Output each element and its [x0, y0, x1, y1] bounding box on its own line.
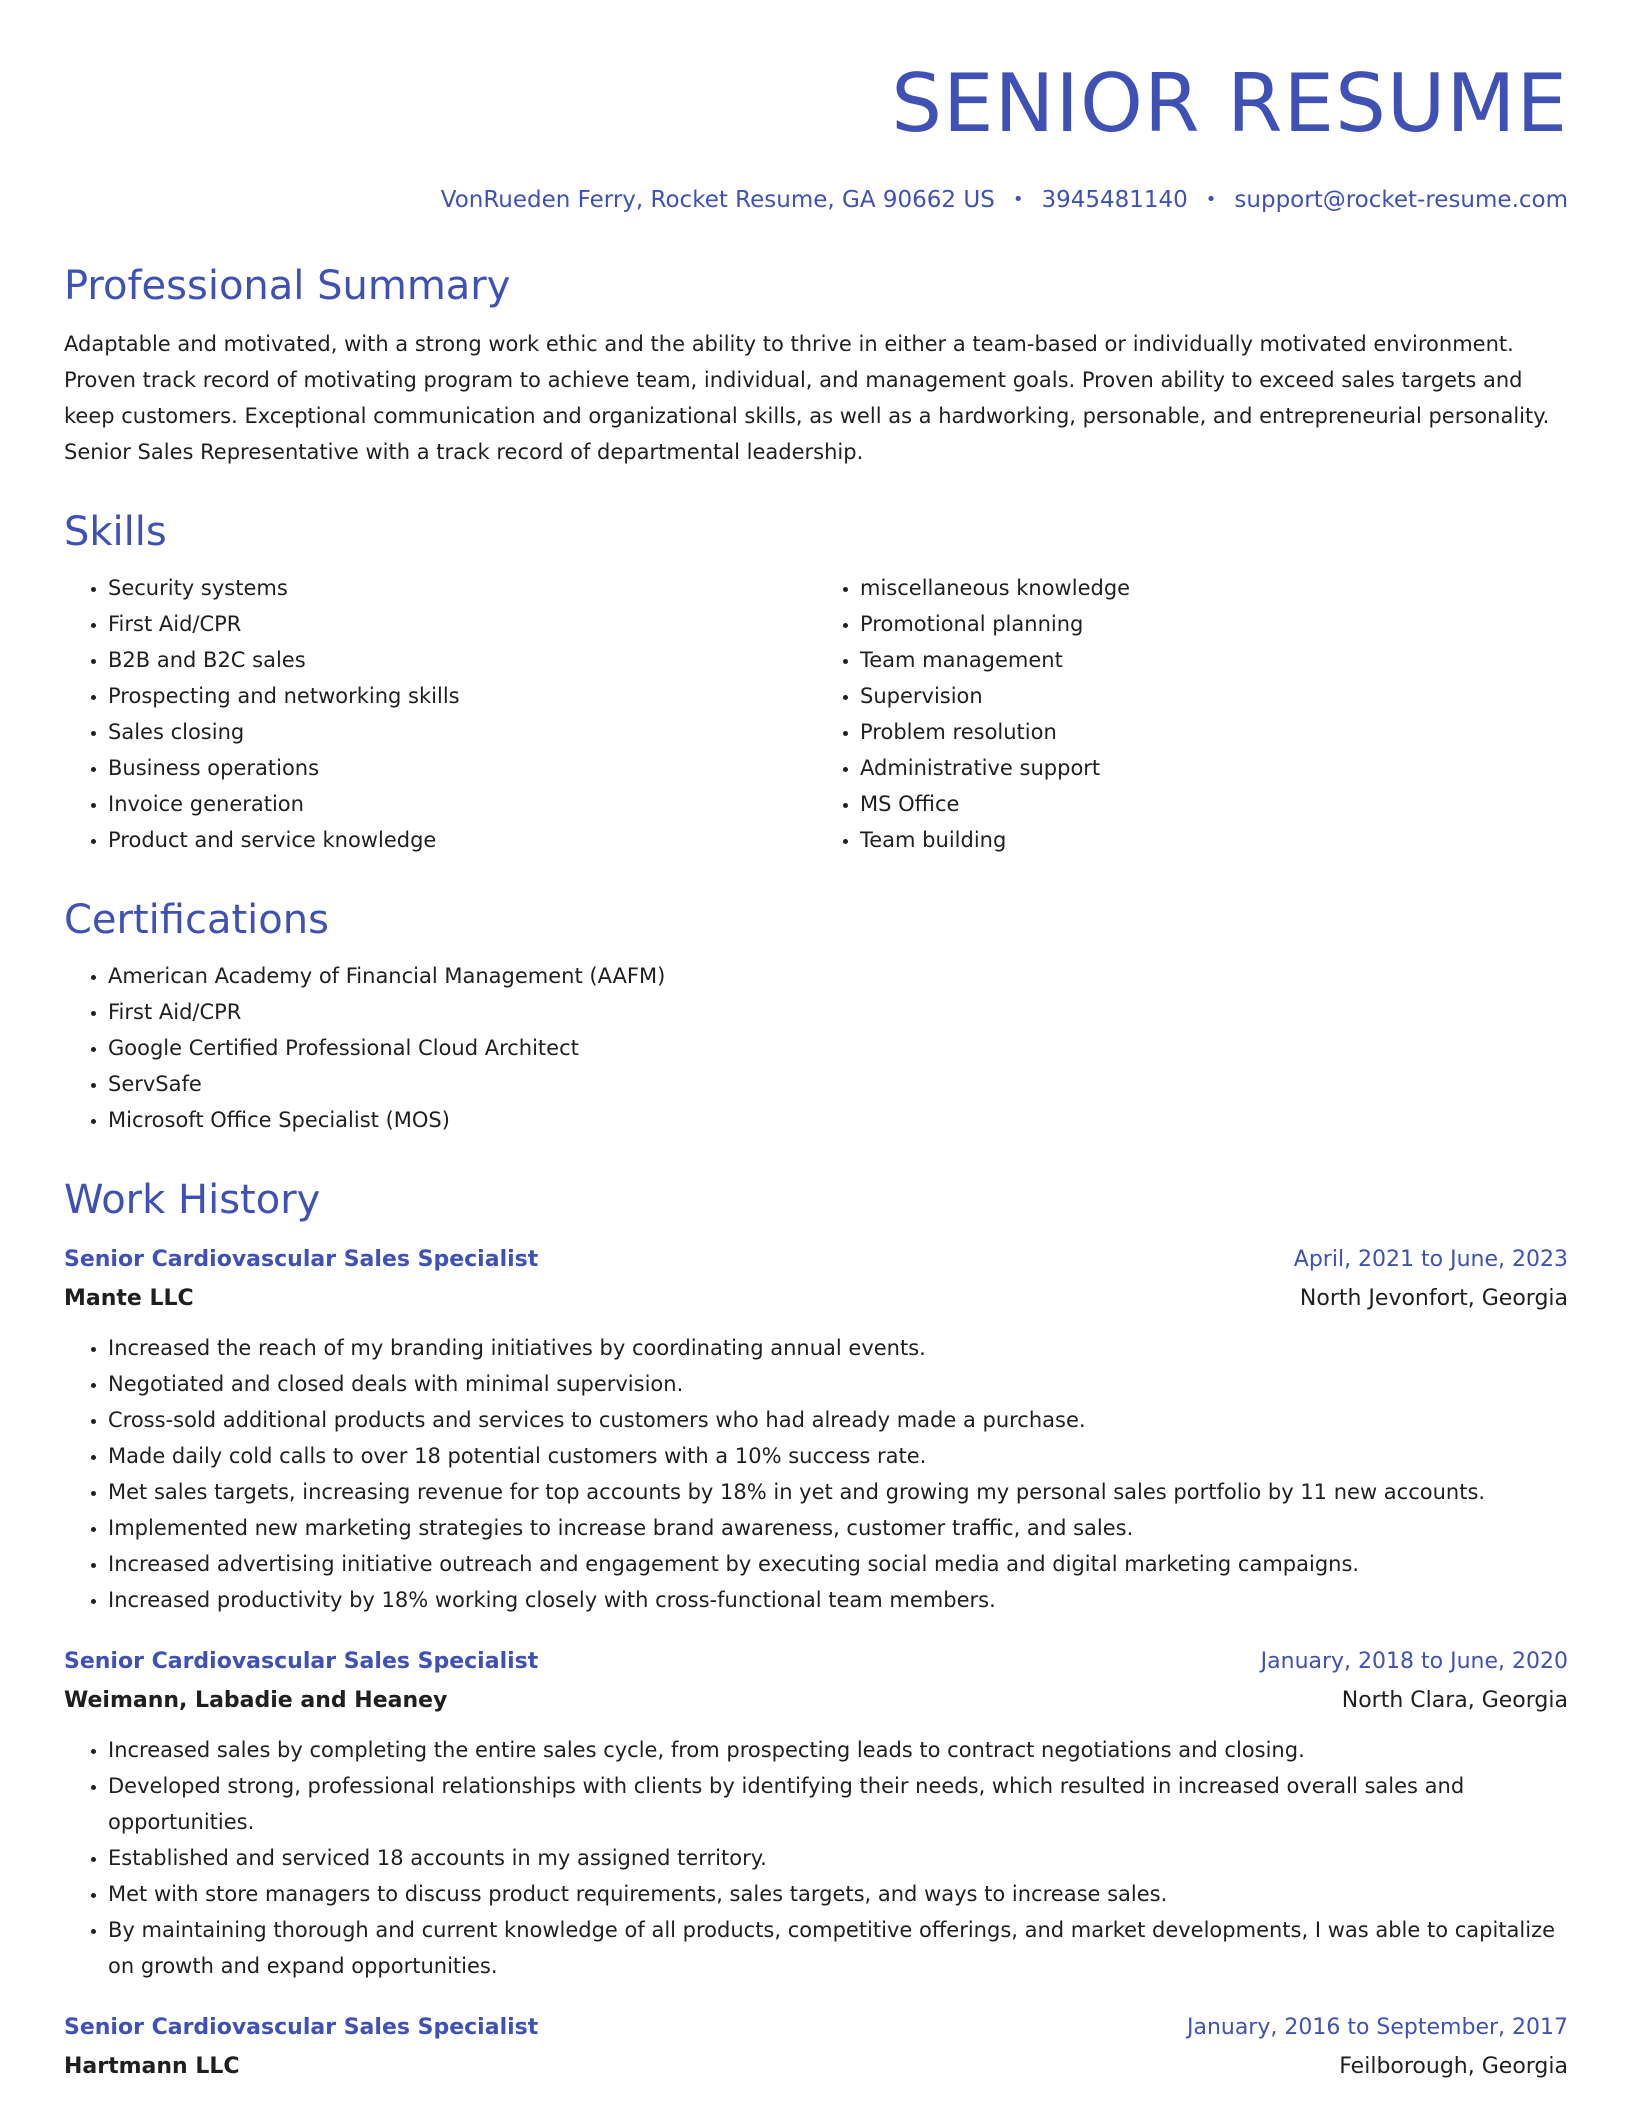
skill-item: • Supervision [860, 678, 1568, 714]
job-bullet: • Increased advertising initiative outreach and engagement by executing social media and digital marketing campaigns. [108, 1546, 1568, 1582]
skill-item: • Business operations [108, 750, 816, 786]
job-location: North Clara, Georgia [1341, 1688, 1568, 1713]
job-bullet: • Cross-sold additional products and services to customers who had already made a purchase. [108, 1402, 1568, 1438]
certifications-heading: Certifications [64, 897, 329, 943]
job-title: Senior Cardiovascular Sales Specialist [64, 2015, 539, 2040]
skills-heading: Skills [64, 509, 167, 555]
contact-separator: • [1012, 189, 1024, 210]
certification-item: • Google Certified Professional Cloud Architect [108, 1030, 1568, 1066]
skills-section [64, 506, 1568, 858]
skill-item: • First Aid/CPR [108, 606, 816, 642]
job-entry [64, 1240, 1568, 1618]
skills-right-list [816, 570, 1568, 858]
skill-item: • MS Office [860, 786, 1568, 822]
job-entry [64, 1642, 1568, 1984]
contact-email[interactable]: support@rocket-resume.com [1234, 187, 1568, 213]
job-title-row [64, 1240, 1568, 1280]
job-dates: January, 2016 to September, 2017 [1186, 2015, 1568, 2040]
contact-address: VonRueden Ferry, Rocket Resume, GA 90662 US [440, 187, 995, 213]
summary-text: Adaptable and motivated, with a strong work ethic and the ability to thrive in either a team-based or individually motivated environment. Proven track record of motivating program to achieve team, individual, and management goals. Proven ability to exceed sales targets and keep customers. Exceptional communication and organizational skills, as well as a hardworking, personable, and entrepreneurial personality. Senior Sales Representative with a track record of departmental leadership. [64, 332, 1550, 464]
skill-item: • Sales closing [108, 714, 816, 750]
skill-item: • Invoice generation [108, 786, 816, 822]
job-company: Weimann, Labadie and Heaney [64, 1688, 448, 1713]
skill-item: • miscellaneous knowledge [860, 570, 1568, 606]
job-bullet: • Increased productivity by 18% working closely with cross-functional team members. [108, 1582, 1568, 1618]
job-title-row [64, 1642, 1568, 1682]
certification-item: • American Academy of Financial Management (AAFM) [108, 958, 1568, 994]
job-bullet: • By maintaining thorough and current knowledge of all products, competitive offerings, and market developments, I was able to capitalize on growth and expand opportunities. [108, 1912, 1568, 1984]
job-bullet: • Increased the reach of my branding initiatives by coordinating annual events. [108, 1330, 1568, 1366]
job-bullets [64, 1732, 1568, 1984]
job-bullet: • Met sales targets, increasing revenue for top accounts by 18% in yet and growing my personal sales portfolio by 11 new accounts. [108, 1474, 1568, 1510]
certifications-list [64, 958, 1568, 1138]
summary-heading: Professional Summary [64, 263, 511, 309]
contact-line [64, 184, 1568, 216]
skills-columns [64, 570, 1568, 858]
job-location: North Jevonfort, Georgia [1299, 1286, 1568, 1311]
job-entry [64, 2008, 1568, 2086]
job-bullet: • Made daily cold calls to over 18 potential customers with a 10% success rate. [108, 1438, 1568, 1474]
job-bullet: • Established and serviced 18 accounts in my assigned territory. [108, 1840, 1568, 1876]
job-title: Senior Cardiovascular Sales Specialist [64, 1649, 539, 1674]
job-bullet: • Met with store managers to discuss product requirements, sales targets, and ways to increase sales. [108, 1876, 1568, 1912]
job-title-row [64, 2008, 1568, 2048]
job-dates: April, 2021 to June, 2023 [1293, 1247, 1568, 1272]
summary-section [64, 260, 1568, 470]
skill-item: • Team building [860, 822, 1568, 858]
job-company: Mante LLC [64, 1286, 194, 1311]
resume-header [64, 0, 1568, 216]
skill-item: • Problem resolution [860, 714, 1568, 750]
work-history-heading: Work History [64, 1177, 321, 1223]
job-bullet: • Developed strong, professional relationships with clients by identifying their needs, which resulted in increased overall sales and opportunities. [108, 1768, 1568, 1840]
skill-item: • Team management [860, 642, 1568, 678]
job-title: Senior Cardiovascular Sales Specialist [64, 1247, 539, 1272]
skills-left-list [64, 570, 816, 858]
job-company: Hartmann LLC [64, 2054, 240, 2079]
skill-item: • Promotional planning [860, 606, 1568, 642]
skill-item: • Prospecting and networking skills [108, 678, 816, 714]
job-company-row [64, 2048, 1568, 2086]
resume-name: SENIOR RESUME [891, 57, 1568, 150]
job-company-row [64, 1682, 1568, 1720]
skill-item: • B2B and B2C sales [108, 642, 816, 678]
job-dates: January, 2018 to June, 2020 [1260, 1649, 1568, 1674]
certification-item: • First Aid/CPR [108, 994, 1568, 1030]
job-company-row [64, 1280, 1568, 1318]
certifications-section [64, 894, 1568, 1138]
contact-phone[interactable]: 3945481140 [1041, 187, 1188, 213]
skill-item: • Security systems [108, 570, 816, 606]
certification-item: • ServSafe [108, 1066, 1568, 1102]
job-bullet: • Increased sales by completing the entire sales cycle, from prospecting leads to contract negotiations and closing. [108, 1732, 1568, 1768]
job-bullet: • Implemented new marketing strategies to increase brand awareness, customer traffic, and sales. [108, 1510, 1568, 1546]
job-location: Feilborough, Georgia [1339, 2054, 1568, 2079]
job-bullet: • Negotiated and closed deals with minimal supervision. [108, 1366, 1568, 1402]
certification-item: • Microsoft Office Specialist (MOS) [108, 1102, 1568, 1138]
job-bullets [64, 1330, 1568, 1618]
contact-separator: • [1205, 189, 1217, 210]
skill-item: • Administrative support [860, 750, 1568, 786]
work-history-section [64, 1174, 1568, 2086]
skill-item: • Product and service knowledge [108, 822, 816, 858]
